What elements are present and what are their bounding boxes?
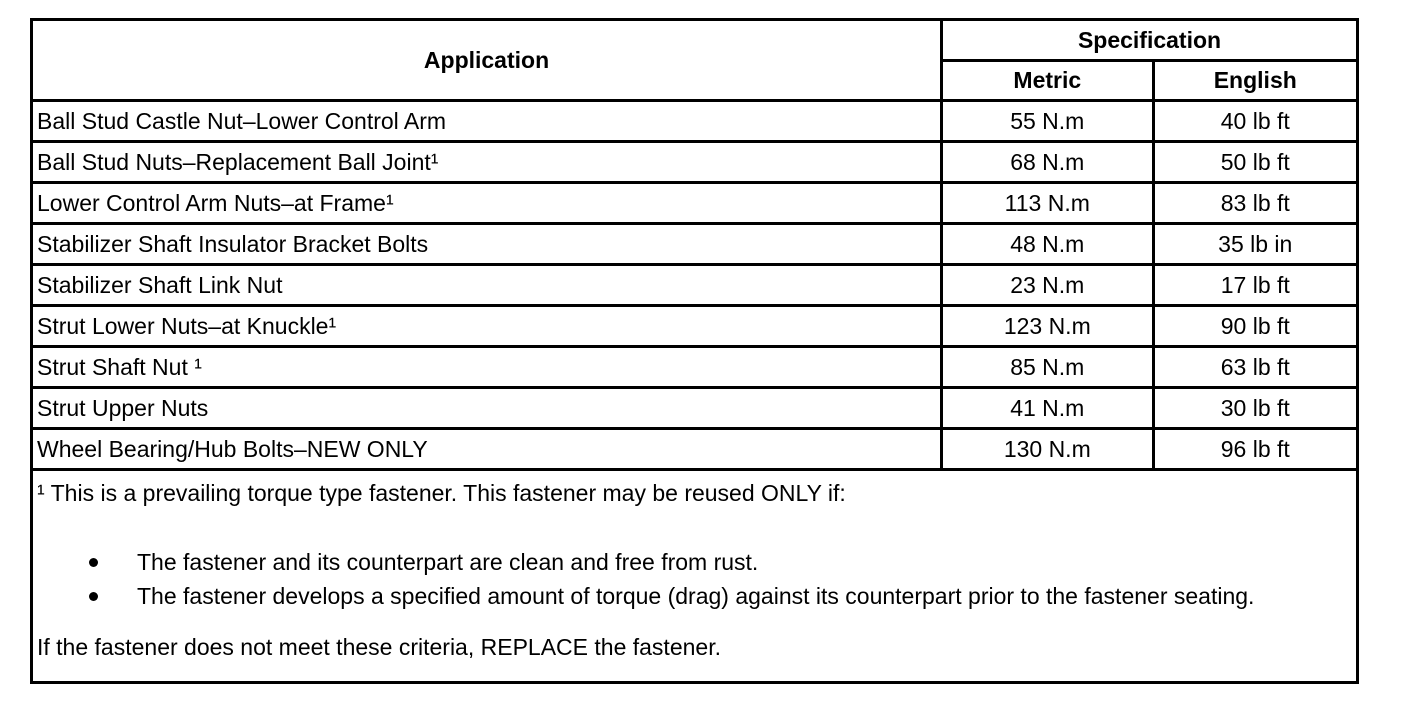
application-cell: Stabilizer Shaft Link Nut bbox=[32, 265, 942, 306]
list-item bbox=[37, 579, 1352, 613]
metric-cell: 41 N.m bbox=[942, 388, 1153, 429]
table-row bbox=[32, 224, 1358, 265]
metric-cell: 48 N.m bbox=[942, 224, 1153, 265]
table-row bbox=[32, 306, 1358, 347]
bullet-icon bbox=[89, 592, 98, 601]
footnote-bullet-list bbox=[37, 545, 1352, 613]
application-header: Application bbox=[32, 20, 942, 101]
table-row bbox=[32, 101, 1358, 142]
footnote-cell bbox=[32, 470, 1358, 683]
metric-cell: 130 N.m bbox=[942, 429, 1153, 470]
english-cell: 63 lb ft bbox=[1153, 347, 1357, 388]
metric-cell: 23 N.m bbox=[942, 265, 1153, 306]
table-row bbox=[32, 183, 1358, 224]
english-cell: 30 lb ft bbox=[1153, 388, 1357, 429]
metric-cell: 68 N.m bbox=[942, 142, 1153, 183]
footnote-row bbox=[32, 470, 1358, 683]
english-cell: 96 lb ft bbox=[1153, 429, 1357, 470]
metric-cell: 85 N.m bbox=[942, 347, 1153, 388]
metric-header: Metric bbox=[942, 61, 1153, 101]
list-item bbox=[37, 545, 1352, 579]
table-row bbox=[32, 347, 1358, 388]
bullet-text: The fastener develops a specified amount of torque (drag) against its counterpart prior to the fastener seating. bbox=[137, 583, 1255, 609]
application-cell: Ball Stud Castle Nut–Lower Control Arm bbox=[32, 101, 942, 142]
application-cell: Ball Stud Nuts–Replacement Ball Joint¹ bbox=[32, 142, 942, 183]
english-cell: 40 lb ft bbox=[1153, 101, 1357, 142]
table-row bbox=[32, 429, 1358, 470]
footnote-closing: If the fastener does not meet these criteria, REPLACE the fastener. bbox=[37, 634, 721, 660]
application-cell: Lower Control Arm Nuts–at Frame¹ bbox=[32, 183, 942, 224]
english-cell: 90 lb ft bbox=[1153, 306, 1357, 347]
torque-spec-table bbox=[30, 18, 1359, 684]
metric-cell: 55 N.m bbox=[942, 101, 1153, 142]
application-cell: Strut Shaft Nut ¹ bbox=[32, 347, 942, 388]
application-cell: Strut Lower Nuts–at Knuckle¹ bbox=[32, 306, 942, 347]
bullet-text: The fastener and its counterpart are clean and free from rust. bbox=[137, 549, 759, 575]
application-cell: Strut Upper Nuts bbox=[32, 388, 942, 429]
table-row bbox=[32, 388, 1358, 429]
footnote-intro: ¹ This is a prevailing torque type fastener. This fastener may be reused ONLY if: bbox=[37, 480, 846, 506]
metric-cell: 113 N.m bbox=[942, 183, 1153, 224]
application-cell: Stabilizer Shaft Insulator Bracket Bolts bbox=[32, 224, 942, 265]
english-cell: 83 lb ft bbox=[1153, 183, 1357, 224]
english-header: English bbox=[1153, 61, 1357, 101]
bullet-icon bbox=[89, 558, 98, 567]
application-cell: Wheel Bearing/Hub Bolts–NEW ONLY bbox=[32, 429, 942, 470]
specification-header: Specification bbox=[942, 20, 1358, 61]
metric-cell: 123 N.m bbox=[942, 306, 1153, 347]
table-row bbox=[32, 142, 1358, 183]
english-cell: 17 lb ft bbox=[1153, 265, 1357, 306]
table-row bbox=[32, 265, 1358, 306]
english-cell: 50 lb ft bbox=[1153, 142, 1357, 183]
english-cell: 35 lb in bbox=[1153, 224, 1357, 265]
